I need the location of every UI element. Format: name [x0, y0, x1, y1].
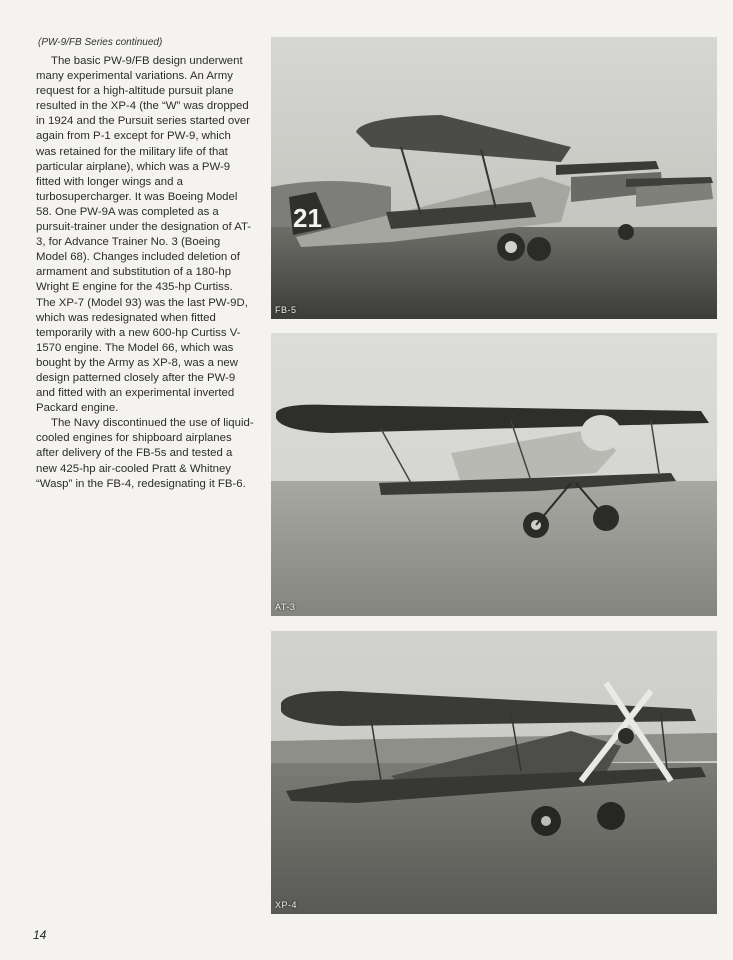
photo-caption: FB-5: [275, 305, 297, 315]
aircraft-number: 21: [293, 203, 322, 233]
paragraph: The basic PW-9/FB design underwent many experimental variations. An Army request for a high-altitude pursuit plane resulted in the XP-4 (the “W” was dropped in 1924 and the Pursuit series started over again from P-1 except for PW-9, which was retained for the military life of that particular airplane), which was a PW-9 fitted with longer wings and a turbosupercharger. It was Boeing Model 58. One PW-9A was completed as a pursuit-trainer under the designation of AT-3, for Advance Trainer No. 3 (Boeing Model 68). Changes included deletion of armament and substitution of a 180-hp Wright E engine for the 435-hp Curtiss. The XP-7 (Model 93) was the last PW-9D, which was redesignated when fitted temporarily with a new 600-hp Curtiss V-1570 engine. The Model 66, which was bought by the Army as XP-8, was a new design patterned closely after the PW-9 and fitted with an experimental inverted Packard engine.: [36, 55, 252, 415]
biplane-photo-icon: [271, 631, 717, 914]
photo-xp4: [271, 631, 717, 914]
biplane-formation-photo-icon: [271, 37, 717, 319]
photo-caption: AT-3: [275, 602, 296, 612]
photo-fb5: [271, 37, 717, 319]
photo-caption: XP-4: [275, 900, 298, 910]
body-text: [36, 54, 254, 492]
section-header: (PW-9/FB Series continued): [38, 37, 163, 48]
photo-at3: [271, 333, 717, 616]
page-number: 14: [33, 928, 47, 942]
biplane-photo-icon: [271, 333, 717, 616]
paragraph: The Navy discontinued the use of liquid-cooled engines for shipboard airplanes after delivery of the FB-5s and tested a new 425-hp air-cooled Pratt & Whitney “Wasp” in the FB-4, redesignating it FB-6.: [36, 417, 254, 490]
